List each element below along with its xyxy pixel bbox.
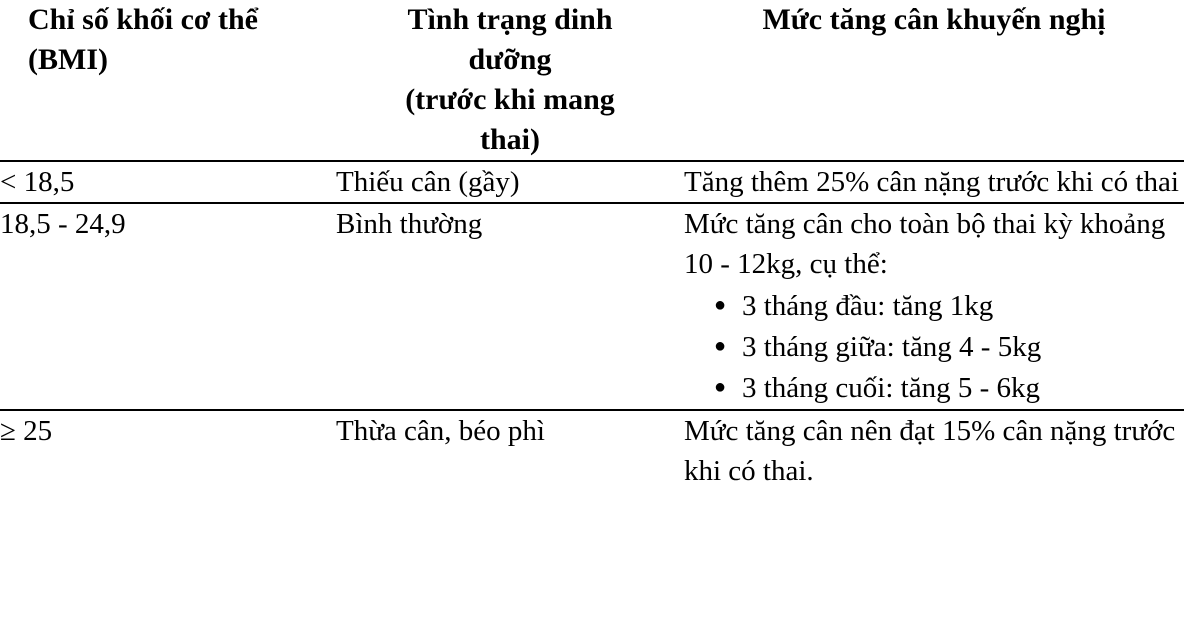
recommendation-bullet-list xyxy=(684,286,1184,410)
column-header-bmi-line-1: Chỉ số khối cơ thể xyxy=(28,3,258,36)
table-row xyxy=(0,161,1184,203)
list-item-label: 3 tháng đầu: tăng 1kg xyxy=(742,289,994,322)
cell-bmi: < 18,5 xyxy=(0,161,336,203)
bullet-icon: ● xyxy=(714,334,727,357)
bullet-icon: ● xyxy=(714,293,727,316)
list-item xyxy=(714,327,1184,368)
list-item xyxy=(714,286,1184,327)
bullet-icon: ● xyxy=(714,375,727,398)
column-header-nutrition-status-line-1: Tình trạng dinh xyxy=(407,3,613,36)
recommendation-text: Tăng thêm 25% cân nặng trước khi có thai xyxy=(684,165,1179,198)
list-item-label: 3 tháng giữa: tăng 4 - 5kg xyxy=(742,330,1042,363)
cell-nutrition-status: Thừa cân, béo phì xyxy=(336,415,545,448)
list-item xyxy=(714,368,1184,409)
column-header-bmi-line-2: (BMI) xyxy=(28,42,108,76)
column-header-nutrition-status-line-2: dưỡng xyxy=(468,42,552,76)
cell-recommended-gain xyxy=(684,161,1184,203)
list-item-label: 3 tháng cuối: tăng 5 - 6kg xyxy=(742,371,1041,404)
cell-nutrition-status: Bình thường xyxy=(336,203,684,411)
table-header-row xyxy=(0,0,1184,161)
column-header-nutrition-status-line-3: (trước khi mang xyxy=(405,82,615,116)
cell-nutrition-status: Thiếu cân (gầy) xyxy=(336,161,684,203)
cell-bmi: 18,5 - 24,9 xyxy=(0,203,336,411)
recommendation-text: Mức tăng cân cho toàn bộ thai kỳ khoảng 10 - 12kg, cụ thể: xyxy=(684,207,1166,280)
cell-bmi: ≥ 25 xyxy=(0,415,53,448)
cell-recommended-gain xyxy=(684,410,1184,491)
table-row xyxy=(0,410,1184,491)
table-row xyxy=(0,203,1184,411)
column-header-nutrition-status-line-4: thai) xyxy=(480,122,540,156)
column-header-recommended-gain-line-1: Mức tăng cân khuyến nghị xyxy=(762,3,1106,36)
cell-recommended-gain xyxy=(684,203,1184,411)
recommendation-text: Mức tăng cân nên đạt 15% cân nặng trước khi có thai. xyxy=(684,415,1176,488)
column-header-nutrition-status xyxy=(336,0,684,161)
column-header-recommended-gain xyxy=(684,0,1184,161)
column-header-bmi xyxy=(0,0,336,161)
